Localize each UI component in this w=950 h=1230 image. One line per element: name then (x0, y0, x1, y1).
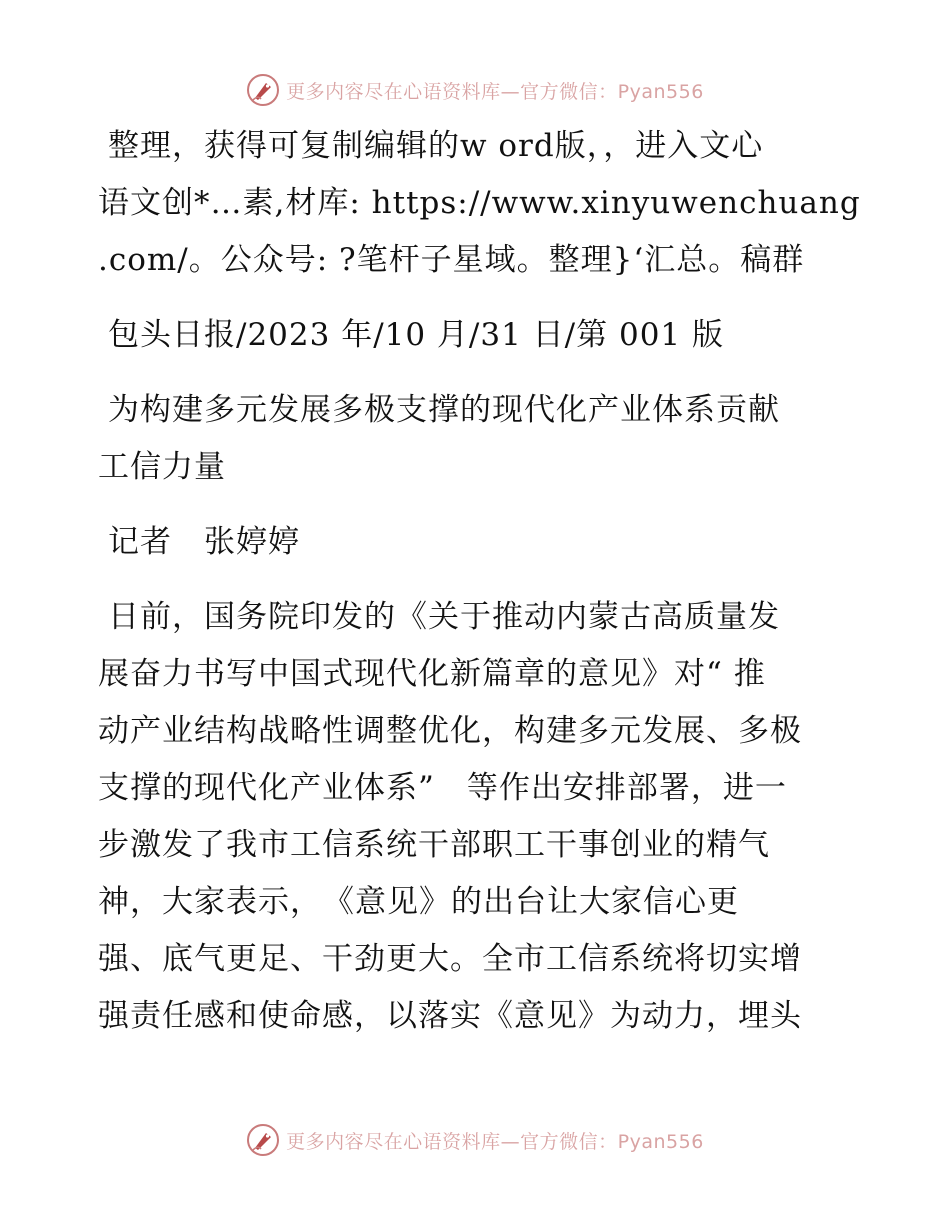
byline: 记者 张婷婷 (108, 524, 300, 560)
body-line: 日前，国务院印发的《关于推动内蒙古高质量发 (108, 599, 780, 635)
source-line: 包头日报/2023 年/10 月/31 日/第 001 版 (108, 317, 725, 353)
body-line: 步激发了我市工信系统干部职工干事创业的精气 (98, 827, 770, 863)
headline-line-1: 为构建多元发展多极支撑的现代化产业体系贡献 (108, 392, 780, 428)
intro-line-3: .com/。公众号: ?笔杆子星域。整理}‘汇总。稿群 (98, 242, 805, 278)
footer-watermark-banner (0, 1120, 950, 1160)
body-line: 动产业结构战略性调整优化，构建多元发展、多极 (98, 713, 802, 749)
watermark-text: 更多内容尽在心语资料库—官方微信：Pyan556 (286, 80, 704, 103)
header-watermark-banner (0, 70, 950, 110)
body-line: 神，大家表示， 《意见》的出台让大家信心更 (98, 884, 739, 920)
body-line: 支撑的现代化产业体系” 等作出安排部署，进一 (98, 770, 787, 806)
pen-nib-icon (246, 1123, 280, 1157)
intro-line-1: 整理，获得可复制编辑的w ord版，，进入文心 (108, 128, 764, 164)
intro-line-2: 语文创*…素,材库: https://www.xinyuwenchuang (98, 185, 861, 221)
document-content (98, 118, 861, 1045)
watermark-text: 更多内容尽在心语资料库—官方微信：Pyan556 (286, 1130, 704, 1153)
body-line: 强责任感和使命感，以落实《意见》为动力，埋头 (98, 998, 802, 1034)
body-line: 强、底气更足、干劲更大。全市工信系统将切实增 (98, 941, 802, 977)
pen-nib-icon (246, 73, 280, 107)
headline-line-2: 工信力量 (98, 449, 226, 485)
body-line: 展奋力书写中国式现代化新篇章的意见》对“ 推 (98, 656, 766, 692)
